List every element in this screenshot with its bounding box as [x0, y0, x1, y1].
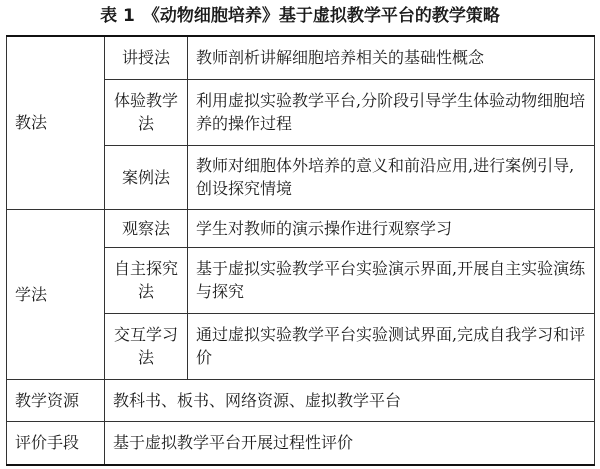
category-teaching-methods: 教法 [7, 36, 105, 209]
teaching-resources-label: 教学资源 [7, 379, 105, 421]
evaluation-description: 基于虚拟教学平台开展过程性评价 [105, 421, 595, 465]
method-observation: 观察法 [105, 209, 188, 247]
table-title: 《动物细胞培养》基于虚拟教学平台的教学策略 [142, 6, 500, 26]
category-learning-methods: 学法 [7, 209, 105, 379]
table-row [7, 379, 595, 421]
teaching-strategy-table [6, 35, 595, 466]
method-experiential: 体验教学法 [105, 79, 188, 145]
method-observation-description: 学生对教师的演示操作进行观察学习 [188, 209, 595, 247]
table-caption [0, 4, 600, 28]
teaching-resources-description: 教科书、板书、网络资源、虚拟教学平台 [105, 379, 595, 421]
table-row [7, 36, 595, 79]
method-interactive-description: 通过虚拟实验教学平台实验测试界面,完成自我学习和评价 [188, 313, 595, 379]
table-number: 表 1 [100, 6, 135, 26]
table-row [7, 209, 595, 247]
method-lecture: 讲授法 [105, 36, 188, 79]
evaluation-label: 评价手段 [7, 421, 105, 465]
method-case: 案例法 [105, 145, 188, 209]
method-interactive: 交互学习法 [105, 313, 188, 379]
method-self-inquiry: 自主探究法 [105, 247, 188, 313]
method-lecture-description: 教师剖析讲解细胞培养相关的基础性概念 [188, 36, 595, 79]
method-experiential-description: 利用虚拟实验教学平台,分阶段引导学生体验动物细胞培养的操作过程 [188, 79, 595, 145]
table-row [7, 421, 595, 465]
method-case-description: 教师对细胞体外培养的意义和前沿应用,进行案例引导,创设探究情境 [188, 145, 595, 209]
method-self-inquiry-description: 基于虚拟实验教学平台实验演示界面,开展自主实验演练与探究 [188, 247, 595, 313]
